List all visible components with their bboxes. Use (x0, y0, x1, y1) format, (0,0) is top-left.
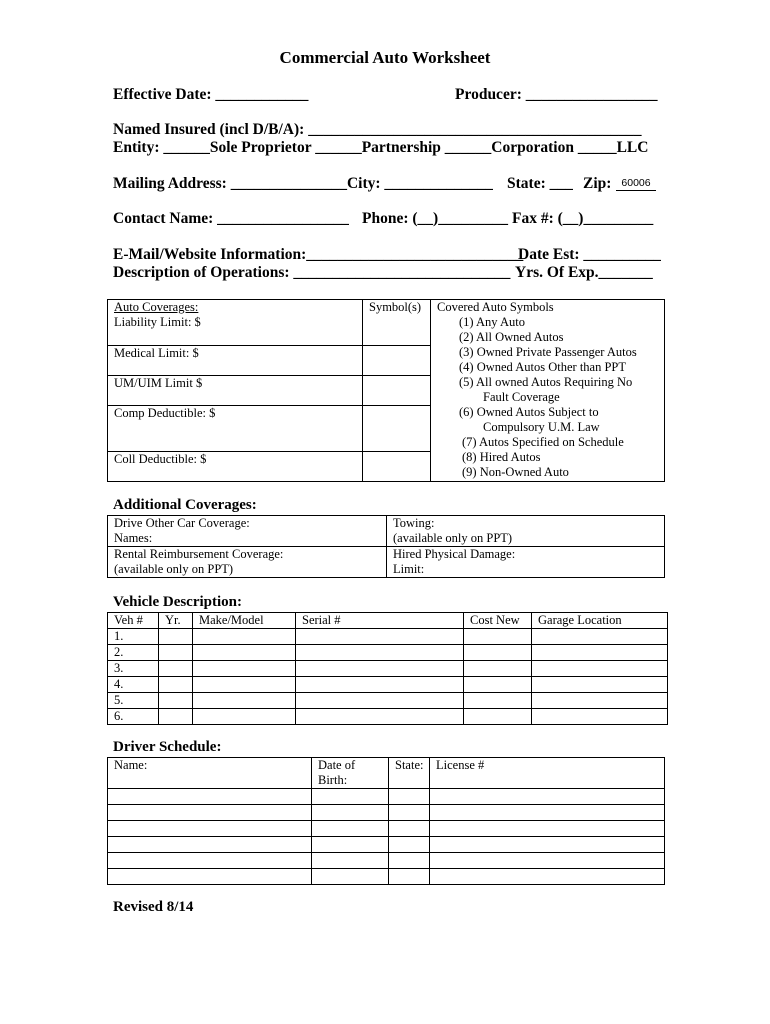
drive-other-car-label: Drive Other Car Coverage: (114, 516, 250, 530)
medical-symbol-cell[interactable] (363, 346, 431, 376)
table-cell[interactable] (296, 645, 464, 661)
table-cell[interactable] (464, 661, 532, 677)
um-uim-limit-label[interactable]: UM/UIM Limit $ (108, 376, 363, 406)
table-cell[interactable] (193, 677, 296, 693)
comp-deductible-label[interactable]: Comp Deductible: $ (108, 406, 363, 452)
contact-name-field[interactable]: Contact Name: _________________ (113, 210, 349, 227)
table-cell[interactable] (464, 709, 532, 725)
symbol-5: (5) All owned Autos Requiring No (459, 375, 633, 389)
auto-coverages-table (107, 299, 665, 482)
table-cell[interactable] (389, 837, 430, 853)
veh-number: 5. (108, 693, 159, 709)
col-name: Name: (108, 758, 312, 789)
liability-limit-label: Liability Limit: $ (114, 315, 201, 329)
table-cell[interactable] (108, 805, 312, 821)
table-cell[interactable] (430, 869, 665, 885)
liability-cell[interactable] (108, 300, 363, 346)
symbol-7: (7) Autos Specified on Schedule (462, 435, 624, 449)
veh-number: 2. (108, 645, 159, 661)
symbol-8: (8) Hired Autos (462, 450, 541, 464)
col-serial: Serial # (296, 613, 464, 629)
table-row (108, 709, 668, 725)
veh-number: 6. (108, 709, 159, 725)
zip-input[interactable] (616, 173, 656, 191)
medical-limit-label[interactable]: Medical Limit: $ (108, 346, 363, 376)
table-row (108, 869, 665, 885)
table-row (108, 805, 665, 821)
form-title: Commercial Auto Worksheet (279, 48, 491, 67)
table-cell[interactable] (296, 693, 464, 709)
table-cell[interactable] (108, 821, 312, 837)
table-cell[interactable] (389, 853, 430, 869)
limit-label: Limit: (393, 562, 425, 576)
table-cell[interactable] (193, 629, 296, 645)
coll-symbol-cell[interactable] (363, 452, 431, 482)
dob-label-line1: Date of (318, 758, 356, 772)
driver-schedule-heading: Driver Schedule: (113, 739, 222, 755)
table-cell[interactable] (296, 709, 464, 725)
additional-coverages-heading: Additional Coverages: (113, 497, 257, 513)
driver-schedule-table (107, 757, 665, 885)
table-cell[interactable] (108, 837, 312, 853)
table-row (108, 677, 668, 693)
email-website-field[interactable]: E-Mail/Website Information:____________________________ (113, 246, 524, 263)
col-veh-number: Veh # (108, 613, 159, 629)
fax-field[interactable]: Fax #: (__)_________ (512, 210, 654, 227)
table-cell[interactable] (464, 629, 532, 645)
veh-number: 4. (108, 677, 159, 693)
hired-physical-damage-label: Hired Physical Damage: (393, 547, 516, 561)
revised-date: Revised 8/14 (113, 899, 194, 915)
names-label: Names: (114, 531, 153, 545)
table-cell[interactable] (532, 693, 668, 709)
entity-field[interactable]: Entity: ______Sole Proprietor ______Partnership ______Corporation _____LLC (113, 139, 649, 156)
table-row (108, 645, 668, 661)
col-make-model: Make/Model (193, 613, 296, 629)
table-cell[interactable] (312, 837, 389, 853)
table-cell[interactable] (532, 645, 668, 661)
table-cell[interactable] (430, 789, 665, 805)
towing-label: Towing: (393, 516, 435, 530)
table-cell[interactable] (389, 789, 430, 805)
table-row (108, 661, 668, 677)
table-cell[interactable] (464, 645, 532, 661)
col-license: License # (430, 758, 665, 789)
table-cell[interactable] (193, 709, 296, 725)
table-row (108, 837, 665, 853)
covered-auto-symbols (431, 300, 665, 482)
table-cell[interactable] (389, 805, 430, 821)
symbol-1: (1) Any Auto (459, 315, 525, 329)
table-cell[interactable] (159, 677, 193, 693)
table-cell[interactable] (312, 821, 389, 837)
yrs-of-exp-field[interactable]: Yrs. Of Exp._______ (515, 264, 653, 281)
hired-physical-damage-cell[interactable] (387, 547, 665, 578)
table-cell[interactable] (296, 677, 464, 693)
table-cell[interactable] (389, 821, 430, 837)
table-cell[interactable] (108, 789, 312, 805)
table-cell[interactable] (532, 629, 668, 645)
table-row (108, 693, 668, 709)
drive-other-car-cell[interactable] (108, 516, 387, 547)
table-cell[interactable] (389, 869, 430, 885)
symbol-4: (4) Owned Autos Other than PPT (459, 360, 626, 374)
table-row (108, 853, 665, 869)
date-est-field[interactable]: Date Est: __________ (518, 246, 661, 263)
state-field[interactable]: State: ___ (507, 175, 573, 192)
table-cell[interactable] (193, 661, 296, 677)
table-cell[interactable] (159, 693, 193, 709)
effective-date-field[interactable]: Effective Date: ____________ (113, 86, 309, 103)
symbol-2: (2) All Owned Autos (459, 330, 564, 344)
zip-value: 60006 (621, 177, 651, 189)
table-cell[interactable] (430, 805, 665, 821)
table-cell[interactable] (532, 709, 668, 725)
additional-coverages-table (107, 515, 665, 578)
table-cell[interactable] (464, 677, 532, 693)
symbol-6-cont: Compulsory U.M. Law (483, 420, 600, 434)
col-year: Yr. (159, 613, 193, 629)
col-state: State: (389, 758, 430, 789)
table-cell[interactable] (430, 853, 665, 869)
producer-field[interactable]: Producer: _________________ (455, 86, 658, 103)
rental-note: (available only on PPT) (114, 562, 234, 576)
comp-symbol-cell[interactable] (363, 406, 431, 452)
table-row (108, 629, 668, 645)
symbols-header: Symbol(s) (363, 300, 431, 346)
symbol-6: (6) Owned Autos Subject to (459, 405, 599, 419)
table-cell[interactable] (159, 661, 193, 677)
phone-field[interactable]: Phone: (__)_________ (362, 210, 508, 227)
vehicle-description-heading: Vehicle Description: (113, 594, 243, 610)
dob-label-line2: Birth: (318, 773, 348, 787)
table-cell[interactable] (159, 645, 193, 661)
table-cell[interactable] (312, 869, 389, 885)
table-cell[interactable] (193, 645, 296, 661)
table-cell[interactable] (296, 629, 464, 645)
zip-label: Zip: (583, 175, 612, 192)
veh-number: 1. (108, 629, 159, 645)
table-cell[interactable] (430, 821, 665, 837)
table-cell[interactable] (193, 693, 296, 709)
table-cell[interactable] (296, 661, 464, 677)
table-cell[interactable] (108, 869, 312, 885)
auto-coverages-heading: Auto Coverages: (114, 300, 199, 314)
table-cell[interactable] (159, 629, 193, 645)
description-of-operations-field[interactable]: Description of Operations: ____________________________ (113, 264, 511, 281)
table-row (108, 789, 665, 805)
rental-reimbursement-cell[interactable] (108, 547, 387, 578)
rental-reimbursement-label: Rental Reimbursement Coverage: (114, 547, 284, 561)
col-date-of-birth (312, 758, 389, 789)
table-row (108, 821, 665, 837)
table-cell[interactable] (108, 853, 312, 869)
coll-deductible-label[interactable]: Coll Deductible: $ (108, 452, 363, 482)
mailing-address-field[interactable]: Mailing Address: _______________City: ______________ (113, 175, 493, 192)
symbol-5-cont: Fault Coverage (483, 390, 560, 404)
table-cell[interactable] (312, 805, 389, 821)
symbol-9: (9) Non-Owned Auto (462, 465, 569, 479)
covered-auto-symbols-header: Covered Auto Symbols (437, 300, 554, 314)
col-garage-location: Garage Location (532, 613, 668, 629)
col-cost-new: Cost New (464, 613, 532, 629)
table-cell[interactable] (532, 677, 668, 693)
table-cell[interactable] (430, 837, 665, 853)
table-cell[interactable] (532, 661, 668, 677)
table-cell[interactable] (464, 693, 532, 709)
veh-number: 3. (108, 661, 159, 677)
table-cell[interactable] (312, 789, 389, 805)
um-uim-symbol-cell[interactable] (363, 376, 431, 406)
table-cell[interactable] (312, 853, 389, 869)
towing-cell[interactable] (387, 516, 665, 547)
towing-note: (available only on PPT) (393, 531, 513, 545)
table-cell[interactable] (159, 709, 193, 725)
vehicle-table (107, 612, 668, 725)
named-insured-field[interactable]: Named Insured (incl D/B/A): ___________________________________________ (113, 121, 642, 138)
symbol-3: (3) Owned Private Passenger Autos (459, 345, 637, 359)
